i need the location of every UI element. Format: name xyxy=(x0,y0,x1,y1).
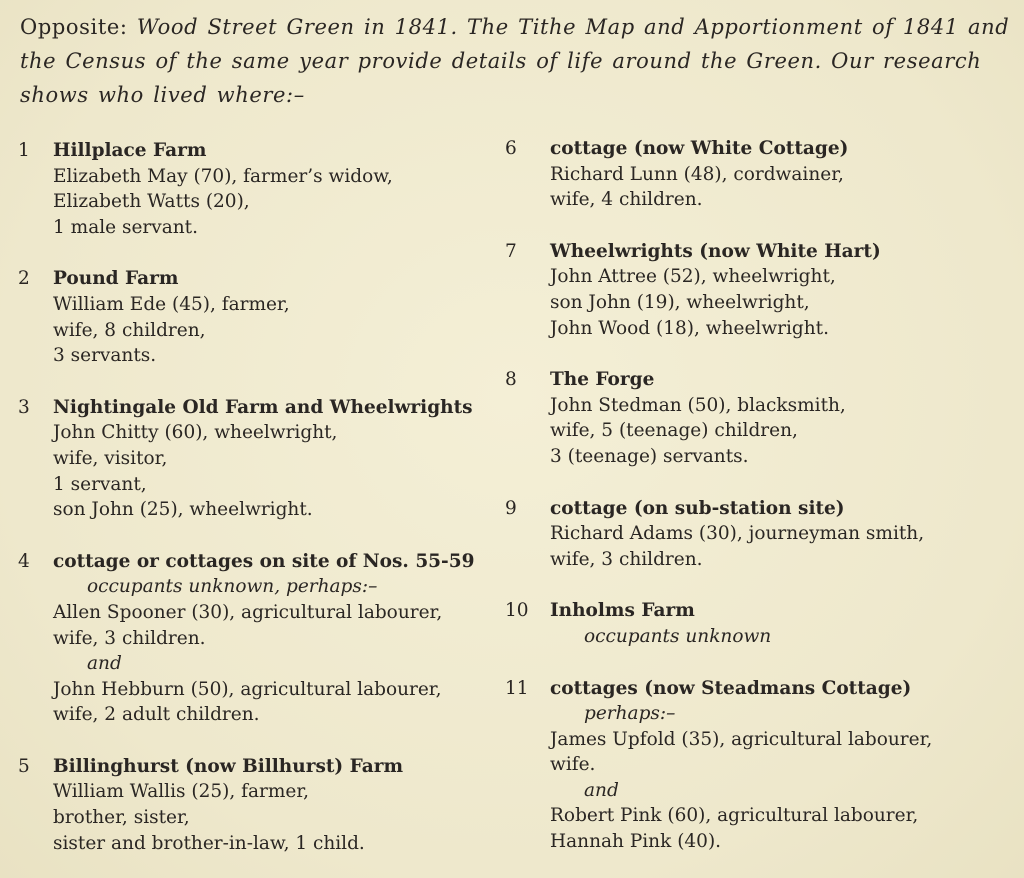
entry-title: Wheelwrights (now White Hart) xyxy=(550,240,881,262)
entry-number: 11 xyxy=(505,677,529,699)
entry-line: Hannah Pink (40). xyxy=(550,831,722,853)
entry-line: James Upfold (35), agricultural labourer, xyxy=(550,728,933,750)
entry-title: The Forge xyxy=(550,369,655,391)
entry-number: 8 xyxy=(505,369,517,391)
entry-line: wife, 5 (teenage) children, xyxy=(550,420,798,442)
entry-title: Billinghurst (now Billhurst) Farm xyxy=(53,755,404,777)
entry-line: William Wallis (25), farmer, xyxy=(53,781,310,803)
entry-number: 7 xyxy=(505,240,517,262)
entry-number: 6 xyxy=(505,138,517,159)
entry-title: Nightingale Old Farm and Wheelwrights xyxy=(53,396,473,418)
entry-line: John Chitty (60), wheelwright, xyxy=(53,422,338,444)
entry-line: John Hebburn (50), agricultural labourer, xyxy=(53,678,442,700)
intro-text: Wood Street Green in 1841. The Tithe Map and Apportionment of 1841 and the Census of the same year provide details of life around the Green. Our research shows who lived where:– xyxy=(20,15,1010,107)
left-column xyxy=(18,138,498,856)
entry-11 xyxy=(505,676,1015,855)
entry-2 xyxy=(18,266,498,368)
entry-line: Robert Pink (60), agricultural labourer, xyxy=(550,805,919,827)
entry-title: Hillplace Farm xyxy=(53,140,207,161)
entry-number: 10 xyxy=(505,600,529,622)
entry-line: 3 servants. xyxy=(53,345,157,367)
entry-9 xyxy=(505,496,1015,573)
entry-title: cottage (on sub-station site) xyxy=(550,497,845,519)
intro-paragraph xyxy=(20,10,1010,112)
entry-10 xyxy=(505,598,1015,649)
entry-number: 9 xyxy=(505,497,517,519)
entry-line: Elizabeth May (70), farmer’s widow, xyxy=(53,165,393,187)
entry-number: 2 xyxy=(18,268,30,290)
entry-line: wife. xyxy=(550,754,596,776)
entry-line: brother, sister, xyxy=(53,807,190,829)
entry-line: wife, 3 children. xyxy=(550,548,703,570)
entry-note: occupants unknown, perhaps:– xyxy=(87,576,378,598)
entry-title: Inholms Farm xyxy=(550,600,695,622)
entry-line: John Wood (18), wheelwright. xyxy=(550,317,829,339)
entry-line: wife, 8 children, xyxy=(53,319,206,341)
entry-line: Richard Adams (30), journeyman smith, xyxy=(550,523,925,545)
entry-line: wife, 2 adult children. xyxy=(53,704,260,726)
entry-line: 1 servant, xyxy=(53,473,147,495)
entry-title: cottages (now Steadmans Cottage) xyxy=(550,677,912,699)
entry-line: wife, 3 children. xyxy=(53,627,206,649)
intro-lead: Opposite: xyxy=(20,15,128,39)
entry-line: son John (19), wheelwright, xyxy=(550,291,810,313)
right-column xyxy=(505,136,1015,855)
entry-number: 4 xyxy=(18,550,30,572)
entry-1 xyxy=(18,138,498,240)
entry-number: 1 xyxy=(18,140,30,161)
entry-and: and xyxy=(87,653,122,675)
entry-line: Elizabeth Watts (20), xyxy=(53,191,250,213)
entry-number: 3 xyxy=(18,396,30,418)
entry-8 xyxy=(505,367,1015,469)
entry-line: 1 male servant. xyxy=(53,216,198,238)
entry-line: wife, 4 children. xyxy=(550,189,703,211)
entry-line: sister and brother-in-law, 1 child. xyxy=(53,832,365,854)
entry-line: Allen Spooner (30), agricultural labourer, xyxy=(53,601,443,623)
entry-line: John Stedman (50), blacksmith, xyxy=(550,394,846,416)
entry-line: Richard Lunn (48), cordwainer, xyxy=(550,163,844,185)
entry-note: occupants unknown xyxy=(584,625,772,647)
entry-6 xyxy=(505,136,1015,213)
entry-title: cottage or cottages on site of Nos. 55-59 xyxy=(53,550,475,572)
entry-7 xyxy=(505,239,1015,341)
entry-line: John Attree (52), wheelwright, xyxy=(550,266,836,288)
entry-number: 5 xyxy=(18,755,30,777)
entry-3 xyxy=(18,395,498,523)
entry-5 xyxy=(18,754,498,856)
entry-title: cottage (now White Cottage) xyxy=(550,138,849,159)
entry-line: William Ede (45), farmer, xyxy=(53,293,290,315)
entry-line: 3 (teenage) servants. xyxy=(550,445,749,467)
entry-note: perhaps:– xyxy=(584,703,676,725)
entry-4 xyxy=(18,549,498,728)
entry-line: son John (25), wheelwright. xyxy=(53,499,313,521)
entry-title: Pound Farm xyxy=(53,268,179,290)
entry-and: and xyxy=(584,779,619,801)
entry-line: wife, visitor, xyxy=(53,447,168,469)
